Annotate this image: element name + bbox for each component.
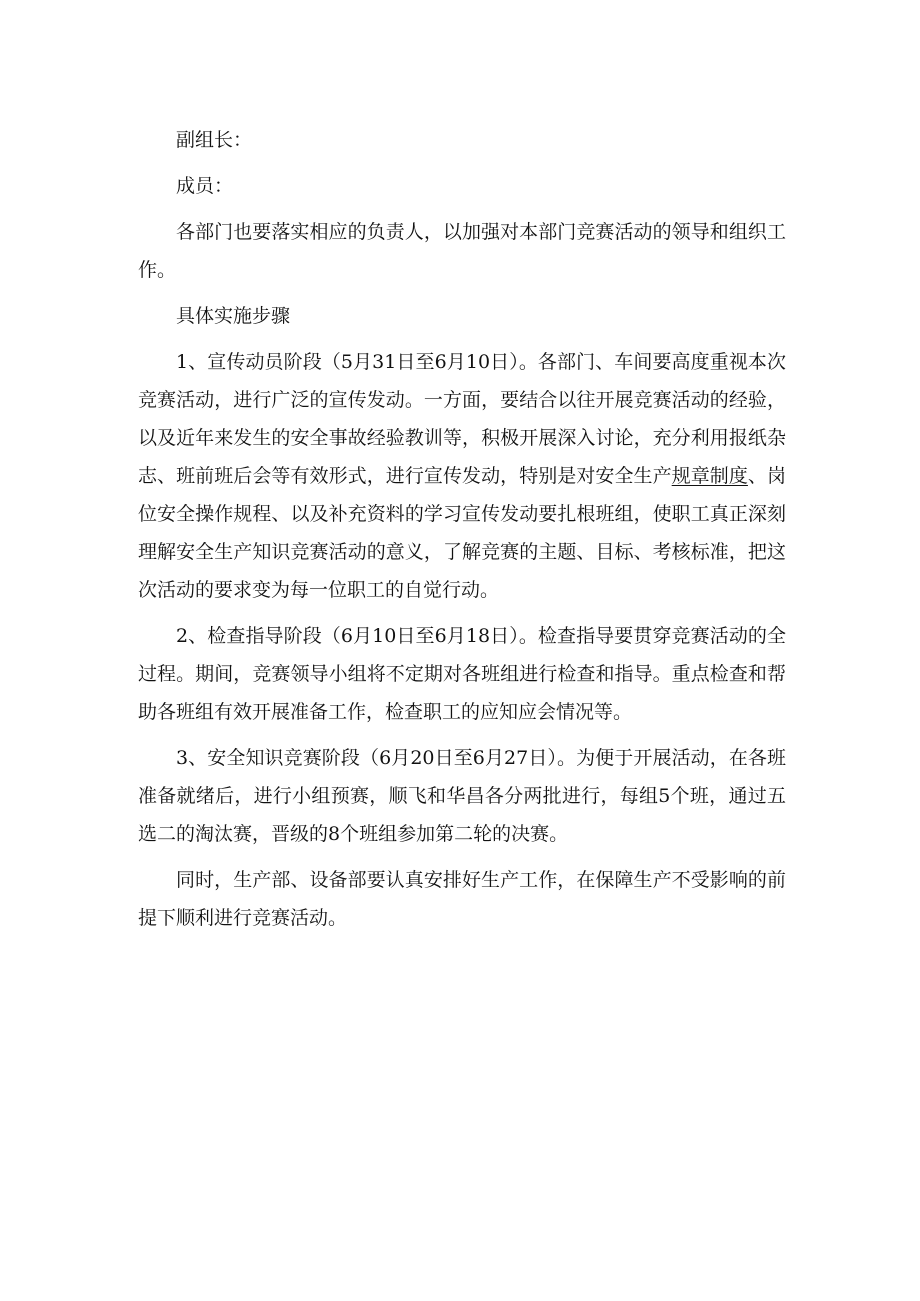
members-line: 成员： [176,175,234,197]
closing-paragraph: 同时，生产部、设备部要认真安排好生产工作，在保障生产不受影响的前提下顺利进行竞赛活动。 [138,869,786,929]
departments-paragraph: 各部门也要落实相应的负责人，以加强对本部门竞赛活动的领导和组织工作。 [138,221,786,281]
step1-text-a: 1、宣传动员阶段（5月31日至6月10日）。各部门、车间要高度重视本次竞赛活动，进行广泛的宣传发动。一方面，要结合以往开展竞赛活动的经验，以及近年来发生的安全事故经验教训等，积极开展深入讨论，充分利用报纸杂志、班前班后会等有效形式，进行宣传发动，特别是对安全生产 [138,351,786,487]
steps-heading: 具体实施步骤 [176,305,291,327]
step1-paragraph [138,343,786,609]
step3-paragraph: 3、安全知识竞赛阶段（6月20日至6月27日）。为便于开展活动，在各班准备就绪后，进行小组预赛，顺飞和华昌各分两批进行，每组5个班，通过五选二的淘汰赛，晋级的8个班组参加第二轮的决赛。 [138,747,786,845]
rules-link[interactable]: 规章制度 [671,465,748,487]
document-body [138,121,786,945]
step2-paragraph: 2、检查指导阶段（6月10日至6月18日）。检查指导要贯穿竞赛活动的全过程。期间，竞赛领导小组将不定期对各班组进行检查和指导。重点检查和帮助各班组有效开展准备工作，检查职工的应知应会情况等。 [138,625,786,723]
deputy-leader-line: 副组长： [176,129,253,151]
step1-text-b: 、岗位安全操作规程、以及补充资料的学习宣传发动要扎根班组，使职工真正深刻理解安全生产知识竞赛活动的意义，了解竞赛的主题、目标、考核标准，把这次活动的要求变为每一位职工的自觉行动。 [138,465,786,601]
